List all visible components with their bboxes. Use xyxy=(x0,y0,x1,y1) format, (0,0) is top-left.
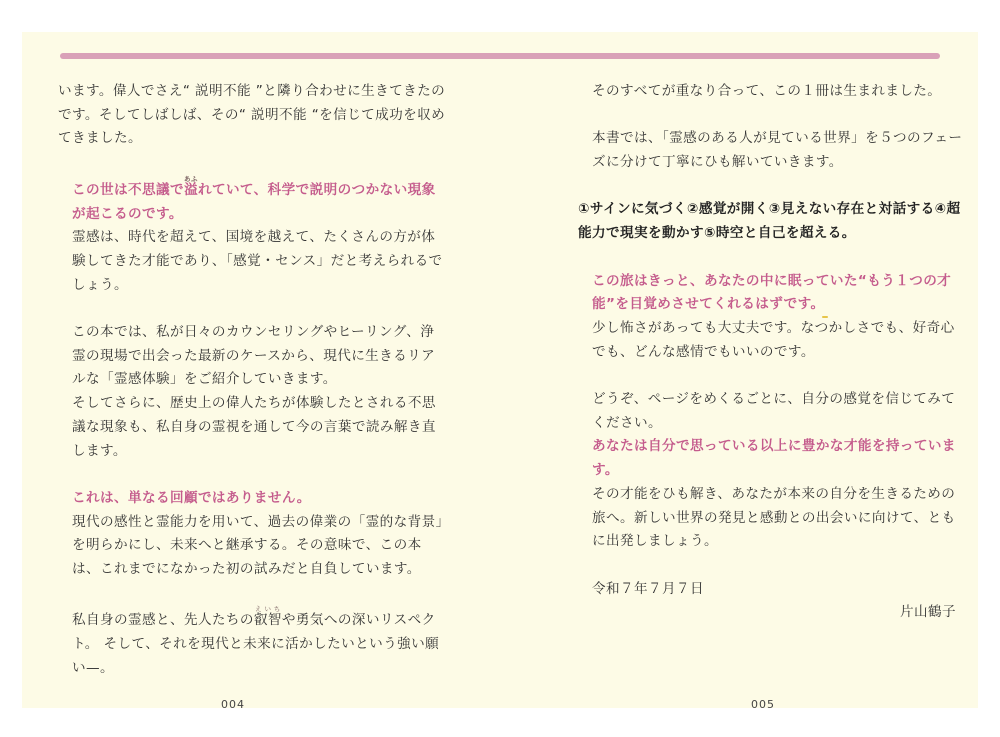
page-number-left: 004 xyxy=(221,698,245,711)
right-page xyxy=(578,80,968,625)
author-signature: 片山鶴子 xyxy=(900,604,956,621)
right-paragraph-5: その才能をひも解き、あなたが本来の自分を生きるための旅へ。新しい世界の発見と感動との出会いに向けて、ともに出発しましょう。 xyxy=(592,485,956,550)
left-highlight-1-after: れていて、科学で説明のつかない現象が起こるのです。 xyxy=(72,181,436,222)
left-paragraph-3: この本では、私が日々のカウンセリングやヒーリング、浄霊の現場で出会った最新のケースから、現代に生きるリアルな「霊感体験」をご紹介していきます。 xyxy=(72,324,436,388)
date-line: 令和７年７月７日 xyxy=(592,580,704,597)
right-paragraph-1: そのすべてが重なり合って、この１冊は生まれました。 xyxy=(592,83,942,99)
right-highlight-1: この旅はきっと、あなたの中に眠っていた“もう１つの才能”を目覚めさせてくれるはずです。 xyxy=(592,272,952,313)
left-paragraph-2: 霊感は、時代を超えて、国境を越えて、たくさんの方が体験してきた才能であり、「感覚・センス」だと考えられるでしょう。 xyxy=(72,229,443,293)
left-paragraph-6-after: や勇気への深いリスペクト。 そして、それを現代と未来に活かしたいという強い願い—。 xyxy=(72,612,440,676)
page-number-right: 005 xyxy=(751,698,775,711)
left-page xyxy=(58,80,448,681)
left-paragraph-5: 現代の感性と霊能力を用いて、過去の偉業の「霊的な背景」を明らかにし、未来へと継承する。その意味で、この本は、これまでになかった初の試みだと自負しています。 xyxy=(72,513,443,578)
left-paragraph-6 xyxy=(58,605,448,680)
highlight-mark xyxy=(822,316,828,318)
right-highlight-2: あなたは自分で思っている以上に豊かな才能を持っています。 xyxy=(592,438,956,479)
left-highlight-2: これは、単なる回顧ではありません。 xyxy=(72,489,311,506)
left-highlight-1-before: この世は不思議で xyxy=(72,181,184,198)
right-paragraph-2: 本書では、「霊感のある人が見ている世界」を５つのフェーズに分けて丁寧にひも解いていきます。 xyxy=(592,130,963,171)
ruby-afu: 溢あふ xyxy=(183,174,198,198)
left-paragraph-1: います。偉人でさえ“ 説明不能 ”と隣り合わせに生きてきたのです。そしてしばしば、その“ 説明不能 “を信じて成功を収めてきました。 xyxy=(58,83,446,147)
ruby-eichi: 叡智えいち xyxy=(253,605,282,629)
top-decorative-rule xyxy=(60,53,940,59)
phase-list: ①サインに気づく②感覚が開く③見えない存在と対話する④超能力で現実を動かす⑤時空と自己を超える。 xyxy=(578,201,961,242)
left-highlight-1 xyxy=(58,175,448,226)
right-paragraph-4: どうぞ、ページをめくるごとに、自分の感覚を信じてみてください。 xyxy=(592,391,956,431)
left-paragraph-4: そしてさらに、歴史上の偉人たちが体験したとされる不思議な現象も、私自身の霊視を通して今の言葉で読み解き直します。 xyxy=(72,395,436,459)
left-paragraph-6-before: 私自身の霊感と、先人たちの xyxy=(72,612,254,629)
right-paragraph-3: 少し怖さがあっても大丈夫です。なつかしさでも、好奇心でも、どんな感情でもいいのです。 xyxy=(592,319,955,360)
